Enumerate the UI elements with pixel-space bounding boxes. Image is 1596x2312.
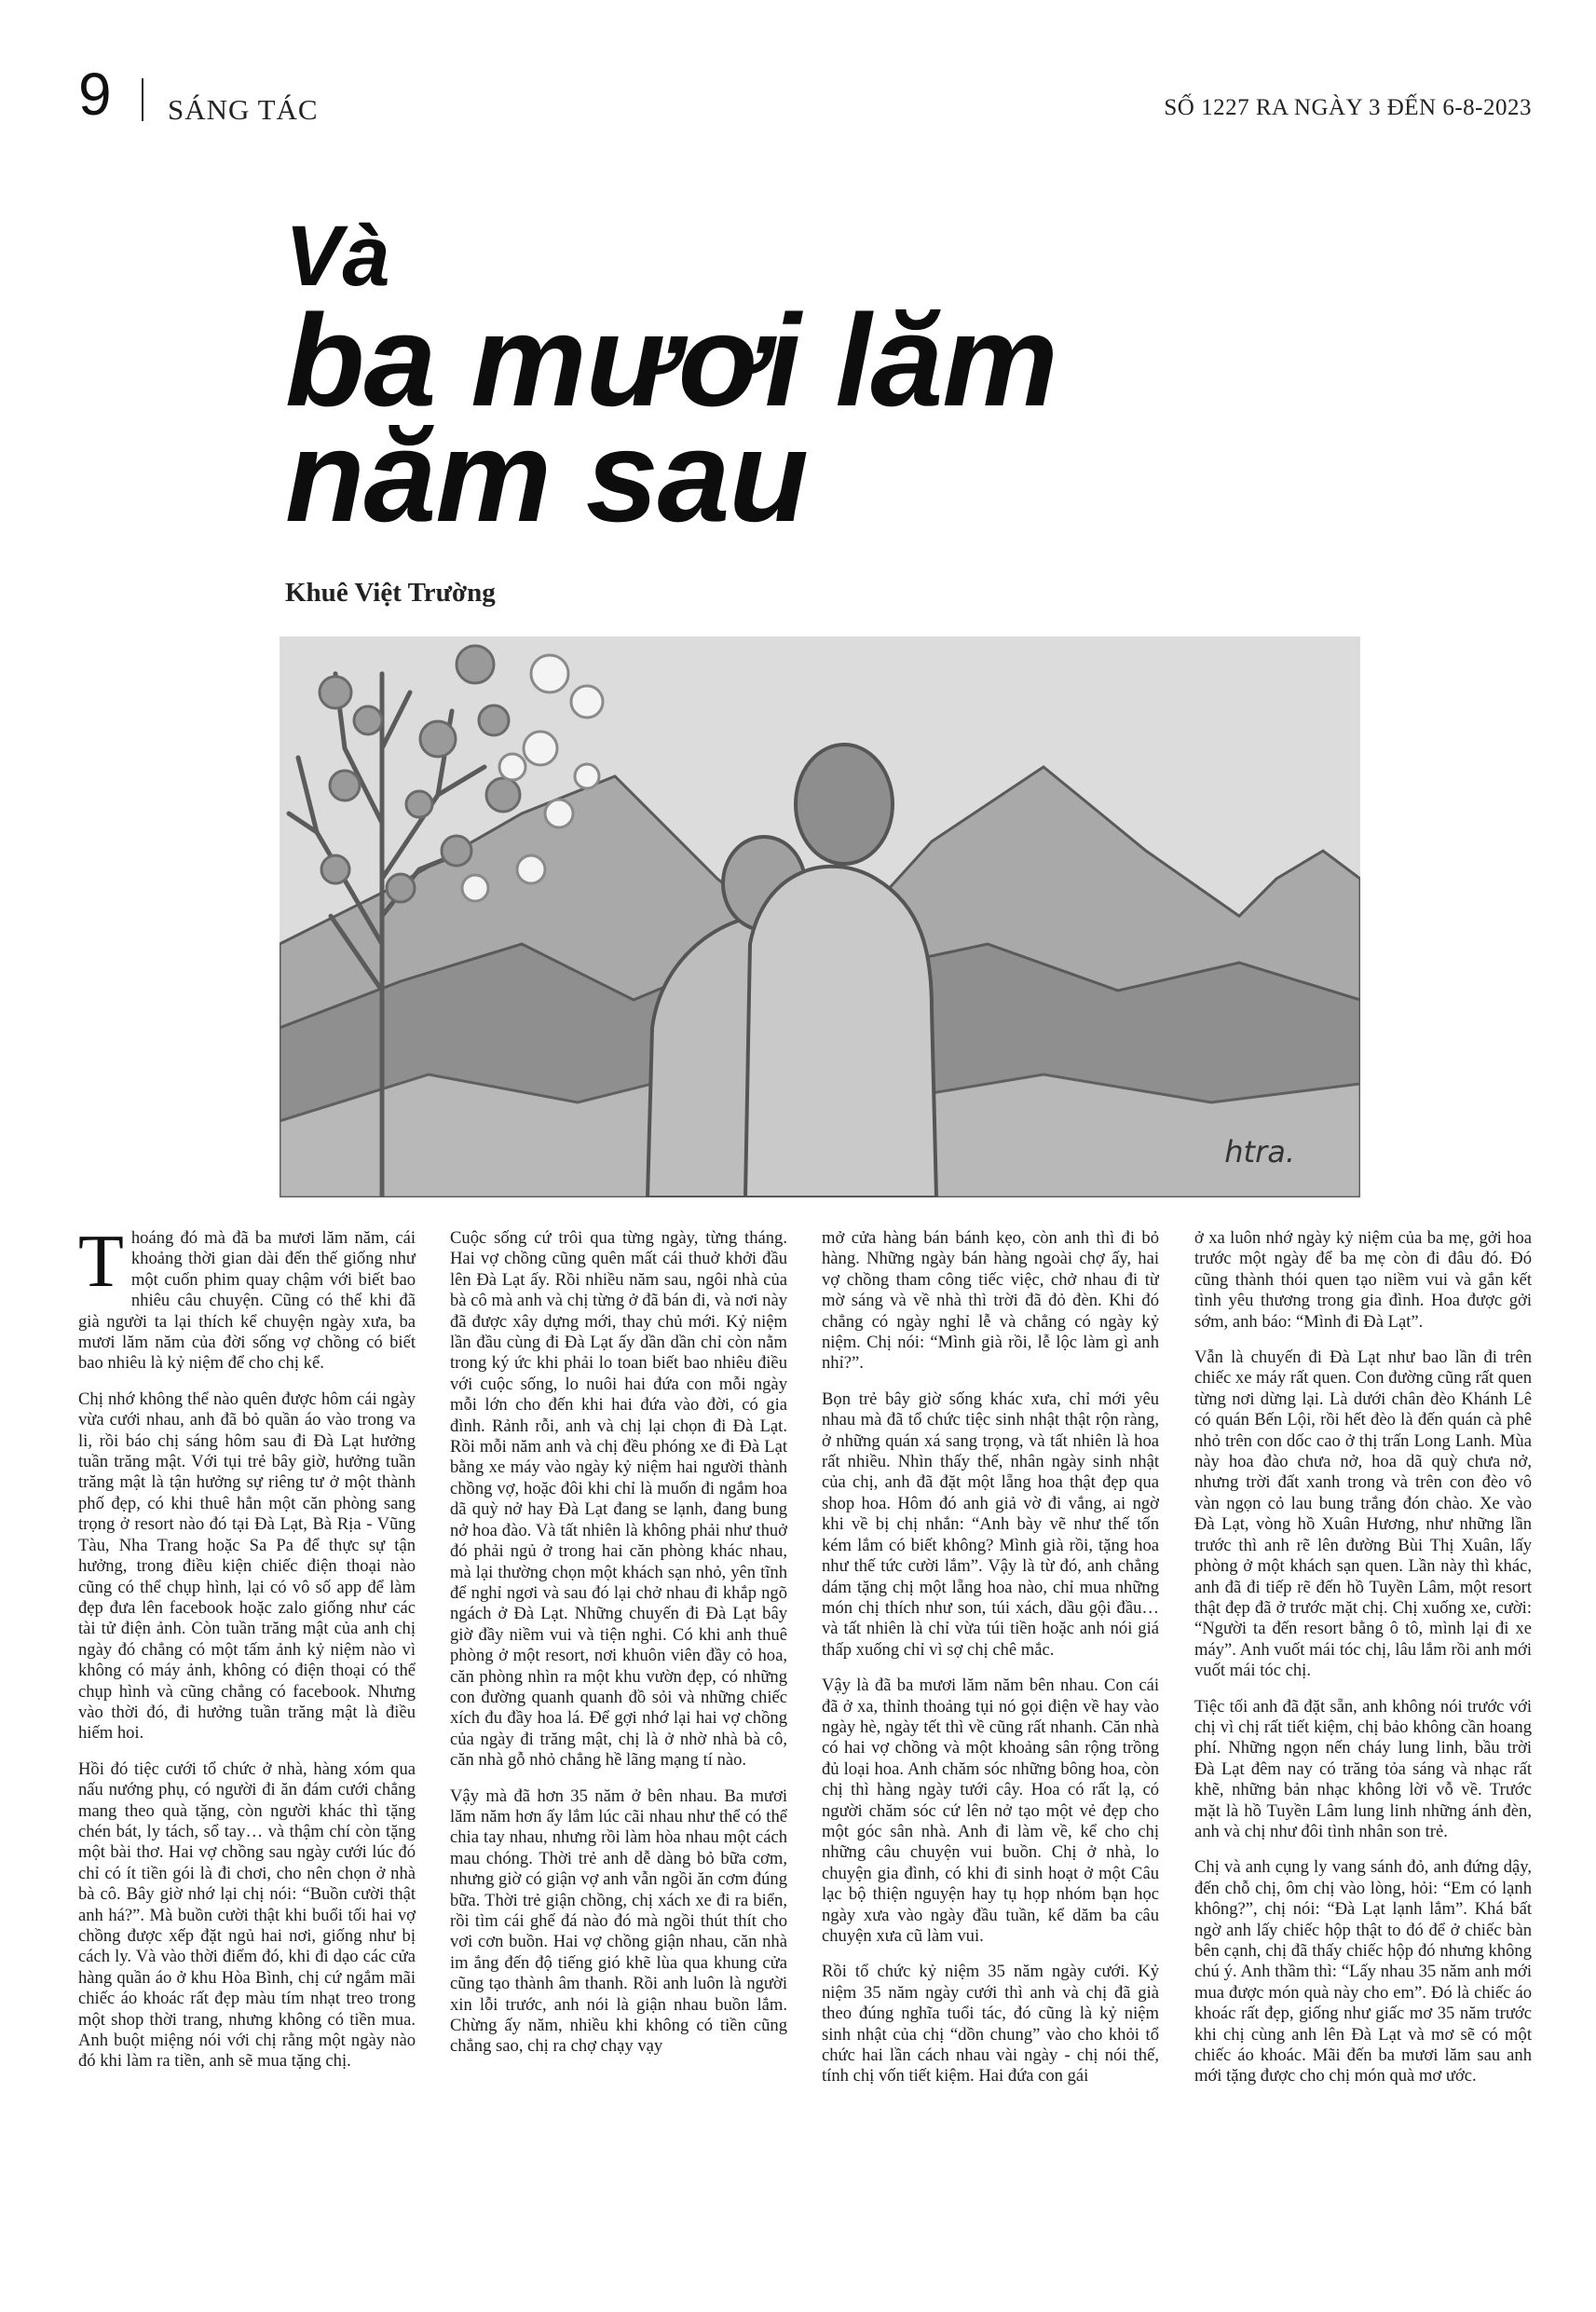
article-body <box>78 1228 1532 2291</box>
illustrator-signature: htra. <box>1224 1134 1295 1170</box>
issue-info: SỐ 1227 RA NGÀY 3 ĐẾN 6-8-2023 <box>1164 95 1532 120</box>
paragraph: Rồi tổ chức kỷ niệm 35 năm ngày cưới. Kỷ niệm 35 năm ngày cưới thì anh và chị đã già theo đúng nghĩa tuổi tác, đó cũng là kỷ niệm sinh nhật của chị “dồn chung” vào cho khỏi tổ chức hai lần cách nhau vài ngày - chị nói thế, tính chị vốn tiết kiệm. Hai đứa con gái <box>822 1962 1159 2086</box>
paragraph: ở xa luôn nhớ ngày kỷ niệm của ba mẹ, gởi hoa trước một ngày để ba mẹ còn đi đâu đó. Đó cũng thành thói quen tạo niềm vui và gắn kết tình yêu thương trong gia đình. Hoa được gởi sớm, anh báo: “Mình đi Đà Lạt”. <box>1194 1228 1532 1332</box>
column-1 <box>78 1228 416 2291</box>
column-2 <box>450 1228 787 2291</box>
paragraph: Thoáng đó mà đã ba mươi lăm năm, cái khoảng thời gian dài đến thế giống như một cuốn phim quay chậm với biết bao nhiêu câu chuyện. Cũng có thể khi đã già người ta lại thích kể chuyện ngày xưa, ba mươi lăm năm của đời sống vợ chồng có biết bao nhiêu là kỷ niệm để cho chị kể. <box>78 1228 416 1374</box>
section-label: SÁNG TÁC <box>168 93 319 126</box>
paragraph: Vẫn là chuyến đi Đà Lạt như bao lần đi trên chiếc xe máy rất quen. Con đường cũng rất quen từng nơi dừng lại. Là dưới chân đèo Khánh Lê có quán Bến Lội, rồi hết đèo là đến quán cà phê nhỏ trên con dốc cao ở thị trấn Long Lanh. Mùa này hoa đào chưa nở, hoa dã quỳ chưa nở, nhưng trời đất xanh trong và trên con đèo vô vàn ngọn cỏ lau bung trắng đón chào. Xe vào Đà Lạt, vòng hồ Xuân Hương, như những lần trước thì anh rẽ lên đường Bùi Thị Xuân, lấy phòng ở một khách sạn quen. Lần này thì khác, anh đã đi tiếp rẽ đến hồ Tuyền Lâm, một resort thật đẹp đã ở trước mặt chị. Chị xuống xe, cười: “Người ta đến resort bằng ô tô, mình lại đi xe máy”. Anh vuốt mái tóc chị, lâu lắm rồi anh mới vuốt mái tóc chị. <box>1194 1348 1532 1681</box>
column-3 <box>822 1228 1159 2291</box>
page-header <box>78 61 1532 132</box>
drop-cap: T <box>78 1228 124 1303</box>
title-line-3: năm sau <box>285 403 808 549</box>
paragraph: Bọn trẻ bây giờ sống khác xưa, chỉ mới yêu nhau mà đã tổ chức tiệc sinh nhật thật rộn ràng, ở những quán xá sang trọng, và tất nhiên là hoa rất nhiều. Nhìn thấy thế, nhân ngày sinh nhật của chị, anh đã đặt một lẵng hoa thật đẹp qua shop hoa. Hôm đó anh giả vờ đi vắng, ai ngờ khi về bị chị nhắn: “Anh bày vẽ như thế tốn kém lắm có biết không? Mình già rồi, tặng hoa như thế tức cười lắm”. Vậy là từ đó, anh chẳng dám tặng chị một lẵng hoa nào, chỉ mua những món chị thích như son, túi xách, dầu gội đầu… và tất nhiên là chỉ vừa túi tiền hoặc anh nói giá thấp xuống chỉ vì sợ chị chê mắc. <box>822 1389 1159 1660</box>
paragraph: Hồi đó tiệc cưới tổ chức ở nhà, hàng xóm qua nấu nướng phụ, có người đi ăn đám cưới chẳng mang theo quà tặng, còn người khác thì tặng chén bát, ly tách, sổ tay… và thậm chí còn tặng một bài thơ. Hai vợ chồng sau ngày cưới lúc đó chỉ có ít tiền gói là đi chơi, cho nên chọn ở nhà bà cô. Bây giờ nhớ lại chị nói: “Buồn cười thật anh há?”. Mà buồn cười thật khi buổi tối hai vợ chồng được xếp đặt ngủ hai nơi, giống như bị cách ly. Và vào thời điểm đó, khi đi dạo các cửa hàng quần áo ở khu Hòa Bình, chị cứ ngắm mãi chiếc áo khoác rất đẹp màu tím nhạt treo trong một shop thời trang, nhưng không có tiền mua. Anh buột miệng nói với chị rằng một ngày nào đó khi làm ra tiền, anh sẽ mua tặng chị. <box>78 1758 416 2072</box>
paragraph: Cuộc sống cứ trôi qua từng ngày, từng tháng. Hai vợ chồng cũng quên mất cái thuở khởi đầu lên Đà Lạt ấy. Rồi nhiều năm sau, ngôi nhà của bà cô mà anh và chị từng ở đã bán đi, và nơi này đã được xây dựng mới, thay chủ mới. Kỷ niệm lần đầu cùng đi Đà Lạt ấy dần dần chỉ còn nằm trong ký ức khi phải lo toan biết bao nhiêu điều với cuộc sống, lo nuôi hai đứa con mỗi ngày mỗi lớn cho đến khi hai đứa vào đời, có gia đình. Rảnh rỗi, anh và chị lại chọn đi Đà Lạt. Rồi mỗi năm anh và chị đều phóng xe đi Đà Lạt bằng xe máy vào ngày kỷ niệm hai người thành chồng vợ, hoặc đôi khi chỉ là muốn đi ngắm hoa dã quỳ nở hay Đà Lạt đang se lạnh, đang bung nở hoa đào. Và tất nhiên là không phải như thuở đó phải ngủ ở trong hai căn phòng khác nhau, mà lại thường chọn một khách sạn nhỏ, yên tĩnh để nghỉ ngơi và sau đó lại chở nhau đi khắp ngõ ngách ở Đà Lạt. Những chuyến đi Đà Lạt bây giờ đầy niềm vui và tiện nghi. Có khi anh thuê phòng ở một resort, nơi khuôn viên đầy cỏ hoa, căn phòng nhìn ra một khu vườn đẹp, có những con đường quanh quanh đồ sỏi và những chiếc xích đu đầy hoa lá. Để gợi nhớ lại hai vợ chồng của ngày đi trăng mật, chị là ở nhờ nhà bà cô, căn nhà gỗ nhỏ chẳng hề lãng mạng tí nào. <box>450 1228 787 1771</box>
title-line-2: ba mươi lăm <box>285 287 1057 433</box>
header-divider <box>142 78 143 121</box>
paragraph: Vậy là đã ba mươi lăm năm bên nhau. Con cái đã ở xa, thỉnh thoảng tụi nó gọi điện về hay vào ngày hè, ngày tết thì về cũng rất nhanh. Căn nhà có hai vợ chồng và một khoảng sân rộng trồng đủ loại hoa. Anh chăm sóc những bông hoa, còn chị thì hàng ngày tưới cây. Hoa có rất lạ, có người chăm sóc cứ lên nở tạo một vẻ đẹp cho một góc sân nhà. Anh đi làm về, kể cho chị những câu chuyện vui buồn. Chị ở nhà, lo chuyện gia đình, có khi đi sinh hoạt ở một Câu lạc bộ thiện nguyện hay tụ họp nhóm bạn học ngày xưa vào ngày đầu tuần, kể dăm ba câu chuyện xưa cũ làm vui. <box>822 1676 1159 1946</box>
page-number: 9 <box>78 61 112 128</box>
column-4 <box>1194 1228 1532 2291</box>
paragraph: Vậy mà đã hơn 35 năm ở bên nhau. Ba mươi lăm năm hơn ấy lắm lúc cãi nhau như thể có thể chia tay nhau, nhưng rồi làm hòa nhau một cách mau chóng. Thời trẻ anh dễ dàng bỏ bữa cơm, nhưng giờ có giận vợ anh vẫn ngồi ăn cơm đúng bữa. Thời trẻ giận chồng, chị xách xe đi ra biển, rồi tìm cái ghế đá nào đó mà ngồi thút thít cho vơi cơn buồn. Hai vợ chồng giận nhau, căn nhà im ắng đến độ tiếng gió khẽ lùa qua khung cửa cũng tạo thành âm thanh. Rồi anh luôn là người xin lỗi trước, anh nói là giận nhau buồn lắm. Chừng ấy năm, nhiều khi không có tiền cũng chẳng sao, chị ra chợ chạy vạy <box>450 1785 787 2057</box>
paragraph: Chị và anh cụng ly vang sánh đỏ, anh đứng dậy, đến chỗ chị, ôm chị vào lòng, hỏi: “Em có lạnh không?”, chị nói: “Đà Lạt lạnh lắm”. Khá bất ngờ anh lấy chiếc hộp thật to đó để ở chiếc bàn bên cạnh, chị đã thấy chiếc hộp đó nhưng không chú ý. Anh thầm thì: “Lấy nhau 35 năm anh mới mua được món quà này cho em”. Đó là chiếc áo khoác rất đẹp, giống như giấc mơ 35 năm trước khi chị cùng anh lên Đà Lạt và mơ sẽ có một chiếc áo khoác. Mãi đến ba mươi lăm sau anh mới tặng được cho chị món quà mơ ước. <box>1194 1857 1532 2086</box>
article-title <box>285 209 1403 549</box>
paragraph: Tiệc tối anh đã đặt sẵn, anh không nói trước với chị vì chị rất tiết kiệm, chị bảo không cần hoang phí. Những ngọn nến cháy lung linh, bầu trời Đà Lạt đêm nay có trăng tỏa sáng và nhạc rất khẽ, những bản nhạc không lời vỗ về. Trước mặt là hồ Tuyền Lâm lung linh những ánh đèn, anh và chị như đôi tình nhân son trẻ. <box>1194 1696 1532 1841</box>
paragraph: Chị nhớ không thể nào quên được hôm cái ngày vừa cưới nhau, anh đã bỏ quần áo vào trong va li, rồi báo chị sáng hôm sau đi Đà Lạt hưởng tuần trăng mật. Với tụi trẻ bây giờ, hưởng tuần trăng mật là tận hưởng sự riêng tư ở một thành phố đẹp, có khi thuê hẳn một căn phòng sang trọng ở resort nào đó tại Đà Lạt, Bà Rịa - Vũng Tàu, Nha Trang hoặc Sa Pa để thực sự tận hưởng, trong điều kiện chiếc điện thoại nào cũng có thể chụp hình, lại có vô số app để làm đẹp đưa lên facebook hoặc zalo giống như các tài tử điện ảnh. Còn tuần trăng mật của anh chị ngày đó chẳng có một tấm ảnh kỷ niệm nào vì không có máy ảnh, không có điện thoại có thể chụp hình và cũng chẳng có facebook. Nhưng vào thời đó, đi hưởng tuần trăng mật là điều hiếm hoi. <box>78 1389 416 1744</box>
title-line-1: Và <box>285 209 390 304</box>
article-illustration <box>280 636 1360 1197</box>
article-author: Khuê Việt Trường <box>285 578 496 608</box>
paragraph: mở cửa hàng bán bánh kẹo, còn anh thì đi bỏ hàng. Những ngày bán hàng ngoài chợ ấy, hai vợ chồng tham công tiếc việc, chở nhau đi từ mờ sáng và về nhà thì trời đã đỏ đèn. Khi đó chẳng có ngày nghỉ lễ và chẳng có ngày kỷ niệm. Chị nói: “Mình già rồi, lễ lộc làm gì anh nhỉ?”. <box>822 1228 1159 1374</box>
